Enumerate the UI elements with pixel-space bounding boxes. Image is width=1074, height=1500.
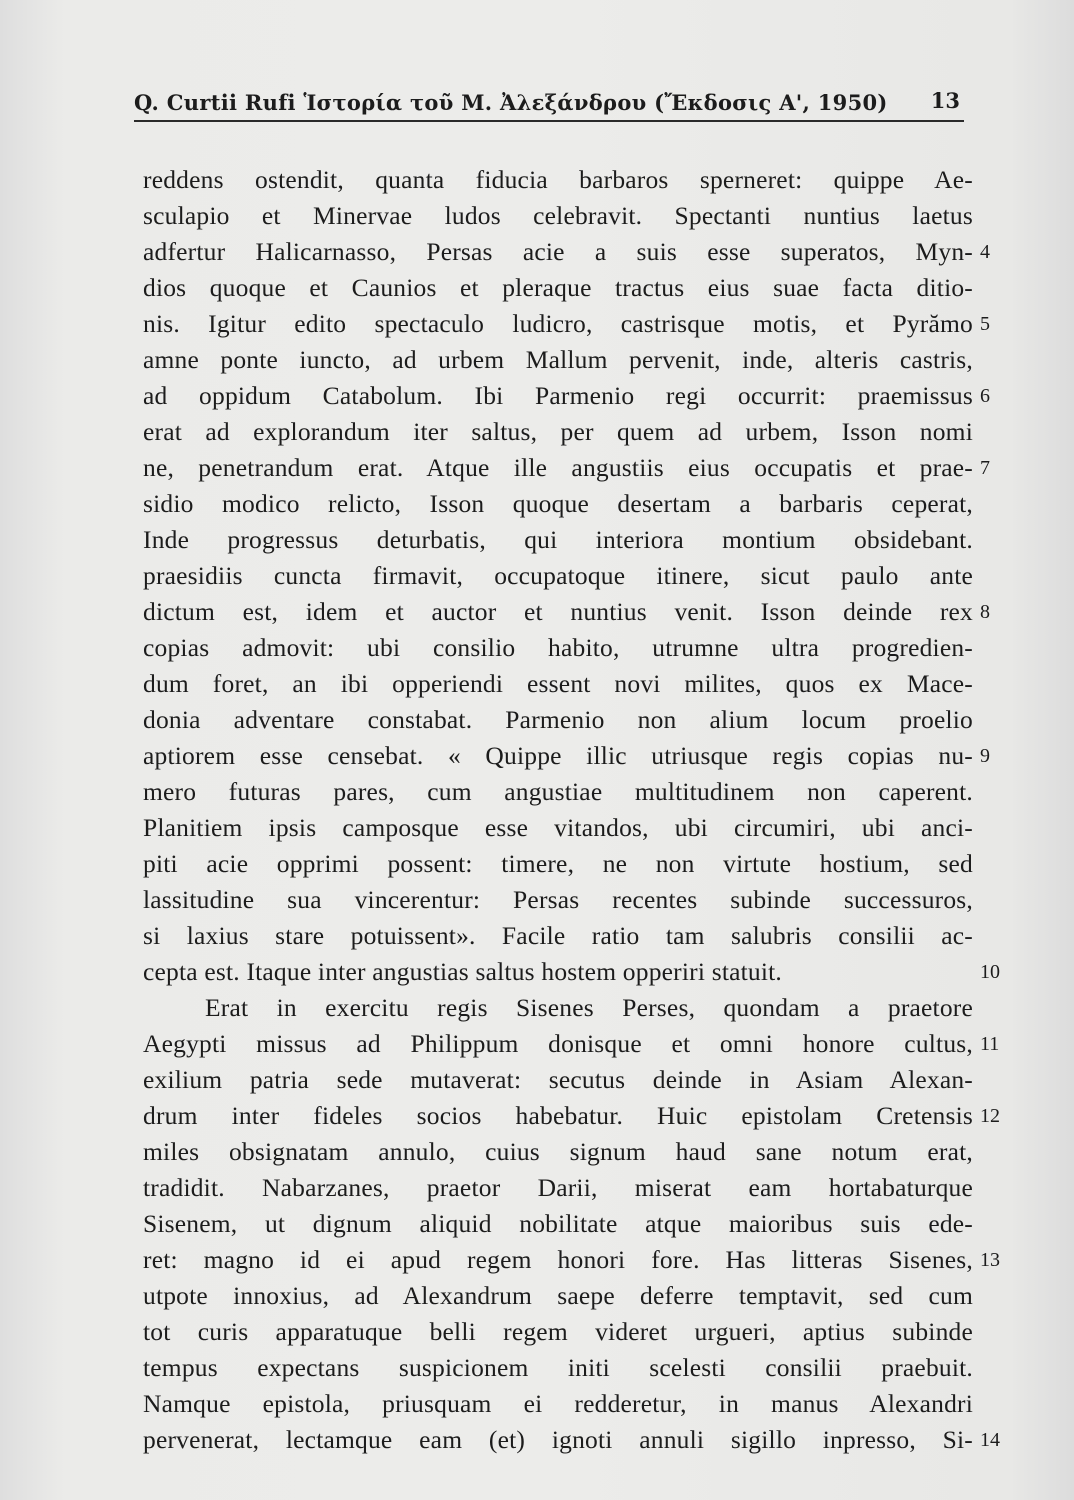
- section-number: 12: [980, 1105, 1000, 1127]
- text-line: dum foret, an ibi opperiendi essent novi milites, quos ex Mace-: [143, 669, 973, 698]
- text-line: ret: magno id ei apud regem honori fore. Has litteras Sisenes,: [143, 1245, 973, 1274]
- section-number: 14: [980, 1429, 1000, 1451]
- section-number: 7: [980, 457, 990, 479]
- text-line: exilium patria sede mutaverat: secutus deinde in Asiam Alexan-: [143, 1065, 973, 1094]
- text-line: donia adventare constabat. Parmenio non alium locum proelio: [143, 705, 973, 734]
- text-line: sculapio et Minervae ludos celebravit. Spectanti nuntius laetus: [143, 201, 973, 230]
- text-line: Aegypti missus ad Philippum donisque et omni honore cultus,: [143, 1029, 973, 1058]
- page-number: 13: [930, 88, 960, 113]
- text-line: dios quoque et Caunios et pleraque tractus eius suae facta ditio-: [143, 273, 973, 302]
- text-line: tempus expectans suspicionem initi scelesti consilii praebuit.: [143, 1353, 973, 1382]
- text-line: piti acie opprimi possent: timere, ne non virtute hostium, sed: [143, 849, 973, 878]
- text-line: nis. Igitur edito spectaculo ludicro, castrisque motis, et Pyrămo: [143, 309, 973, 338]
- text-line: ad oppidum Catabolum. Ibi Parmenio regi occurrit: praemissus: [143, 381, 973, 410]
- section-number: 8: [980, 601, 990, 623]
- text-line: pervenerat, lectamque eam (et) ignoti annuli sigillo inpresso, Si-: [143, 1425, 973, 1454]
- text-line: Planitiem ipsis camposque esse vitandos, ubi circumiri, ubi anci-: [143, 813, 973, 842]
- text-line: erat ad explorandum iter saltus, per quem ad urbem, Isson nomi: [143, 417, 973, 446]
- section-number: 11: [980, 1033, 1000, 1055]
- text-line: drum inter fideles socios habebatur. Huic epistolam Cretensis: [143, 1101, 973, 1130]
- text-line: mero futuras pares, cum angustiae multitudinem non caperent.: [143, 777, 973, 806]
- text-line: utpote innoxius, ad Alexandrum saepe deferre temptavit, sed cum: [143, 1281, 973, 1310]
- text-line: Sisenem, ut dignum aliquid nobilitate atque maioribus suis ede-: [143, 1209, 973, 1238]
- text-line: miles obsignatam annulo, cuius signum haud sane notum erat,: [143, 1137, 973, 1166]
- text-line: si laxius stare potuissent». Facile ratio tam salubris consilii ac-: [143, 921, 973, 950]
- text-line: sidio modico relicto, Isson quoque desertam a barbaris ceperat,: [143, 489, 973, 518]
- text-line: dictum est, idem et auctor et nuntius venit. Isson deinde rex: [143, 597, 973, 626]
- text-line: tradidit. Nabarzanes, praetor Darii, miserat eam hortabaturque: [143, 1173, 973, 1202]
- text-line: ne, penetrandum erat. Atque ille angustiis eius occupatis et prae-: [143, 453, 973, 482]
- text-line: amne ponte iuncto, ad urbem Mallum pervenit, inde, alteris castris,: [143, 345, 973, 374]
- text-line: tot curis apparatuque belli regem videret urgueri, aptius subinde: [143, 1317, 973, 1346]
- text-line: copias admovit: ubi consilio habito, utrumne ultra progredien-: [143, 633, 973, 662]
- section-number: 4: [980, 241, 990, 263]
- section-number: 5: [980, 313, 990, 335]
- text-line: Inde progressus deturbatis, qui interiora montium obsidebant.: [143, 525, 973, 554]
- text-line: adfertur Halicarnasso, Persas acie a suis esse superatos, Myn-: [143, 237, 973, 266]
- text-line: cepta est. Itaque inter angustias saltus hostem opperiri statuit.: [143, 957, 783, 986]
- section-number: 6: [980, 385, 990, 407]
- header-title: Q. Curtii Rufi Ἱστορία τοῦ Μ. Ἀλεξάνδρου (Ἔκδοσις Α', 1950): [134, 90, 888, 115]
- section-number: 13: [980, 1249, 1000, 1271]
- text-line: praesidiis cuncta firmavit, occupatoque itinere, sicut paulo ante: [143, 561, 973, 590]
- text-line: aptiorem esse censebat. « Quippe illic utriusque regis copias nu-: [143, 741, 973, 770]
- section-number: 10: [980, 961, 1000, 983]
- text-line: reddens ostendit, quanta fiducia barbaros sperneret: quippe Ae-: [143, 165, 973, 194]
- section-number: 9: [980, 745, 990, 767]
- text-line: lassitudine sua vincerentur: Persas recentes subinde successuros,: [143, 885, 973, 914]
- text-line: Namque epistola, priusquam ei redderetur, in manus Alexandri: [143, 1389, 973, 1418]
- text-line: Erat in exercitu regis Sisenes Perses, quondam a praetore: [205, 993, 973, 1022]
- running-header: [134, 86, 964, 122]
